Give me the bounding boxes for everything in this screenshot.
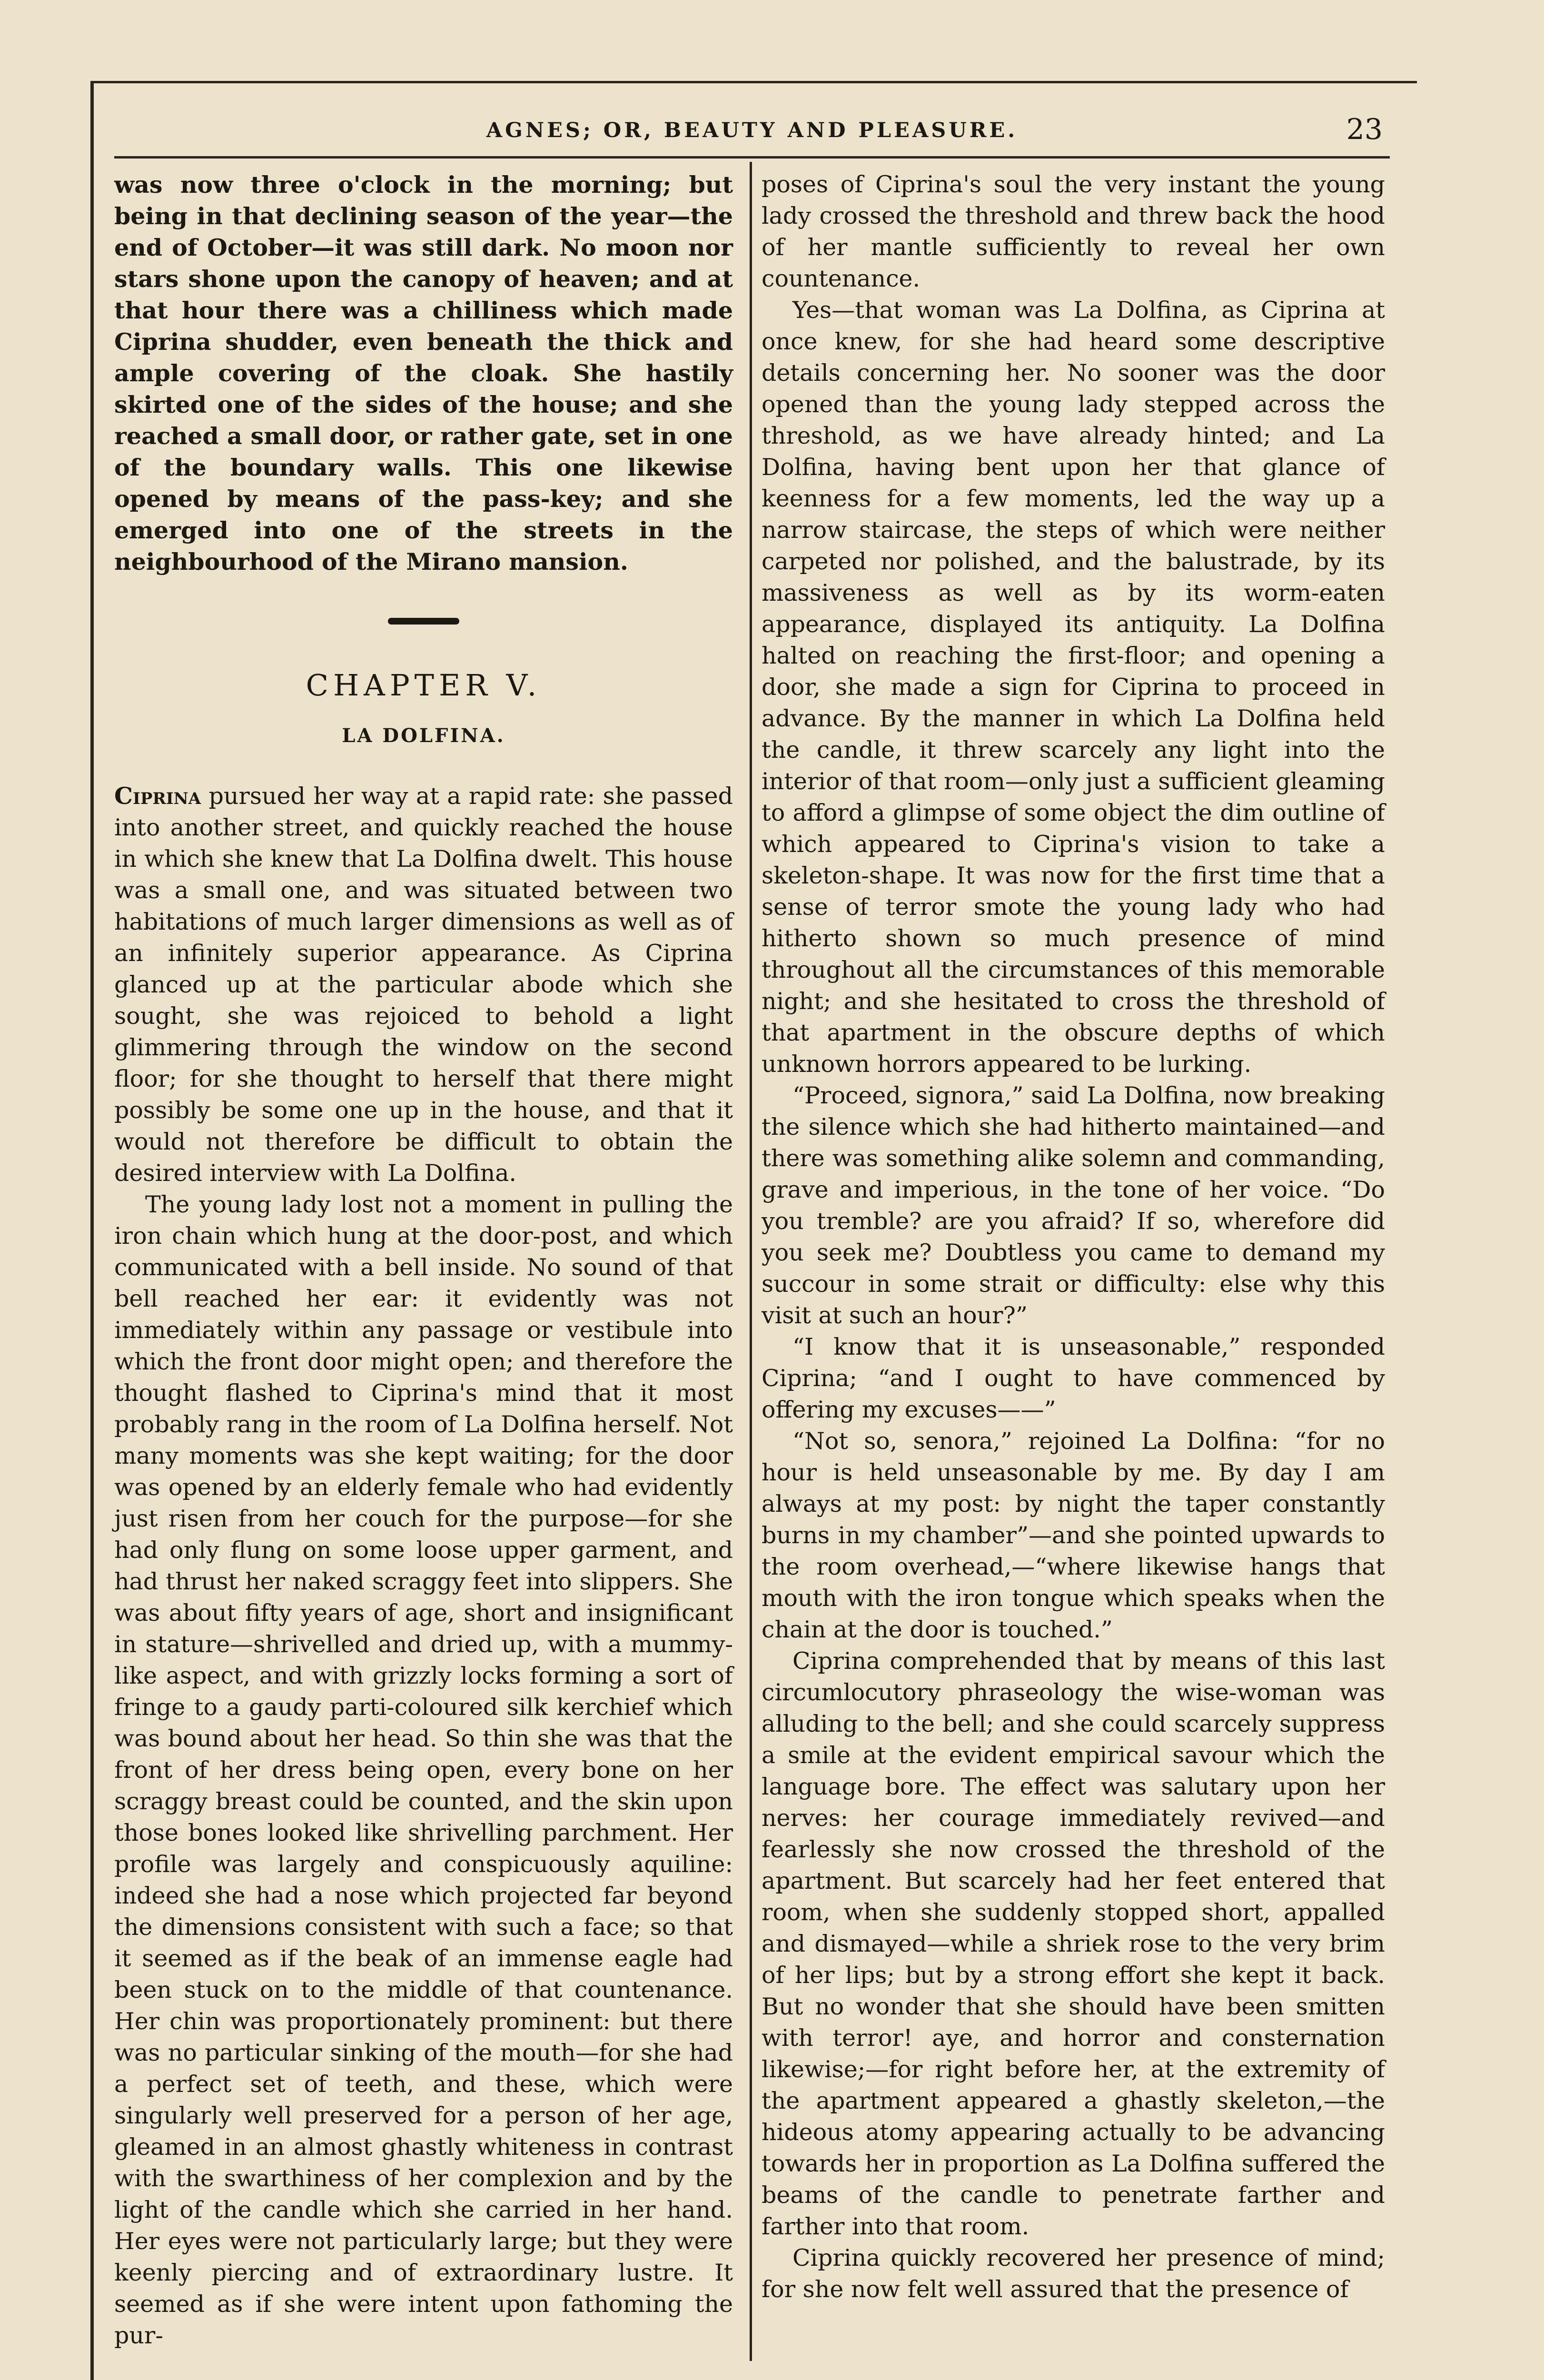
body-paragraph: “I know that it is unseasonable,” responded Ciprina; “and I ought to have commenced by offering my excuses——” xyxy=(762,1333,1385,1423)
body-paragraph: “Not so, senora,” rejoined La Dolfina: “for no hour is held unseasonable by me. By day I am always at my post: by night the taper constantly burns in my chamber”—and she pointed upwards to the room overhead,—“where likewise hangs that mouth with the iron tongue which speaks when the chain at the door is touched.” xyxy=(762,1428,1385,1643)
chapter-opening-paragraph xyxy=(114,780,733,1189)
body-paragraph: poses of Ciprina's soul the very instant the young lady crossed the threshold and threw back the hood of her mantle sufficiently to reveal her own countenance. xyxy=(762,171,1385,292)
continued-paragraph: was now three o'clock in the morning; but being in that declining season of the year—the end of October—it was still dark. No moon nor stars shone upon the canopy of heaven; and at that hour there was a chilliness which made Ciprina shudder, even beneath the thick and ample covering of the cloak. She hastily skirted one of the sides of the house; and she reached a small door, or rather gate, set in one of the boundary walls. This one likewise opened by means of the pass-key; and she emerged into one of the streets in the neighbourhood of the Mirano mansion. xyxy=(114,171,733,575)
running-header xyxy=(114,102,1390,150)
body-paragraph: “Proceed, signora,” said La Dolfina, now breaking the silence which she had hitherto maintained—and there was something alike solemn and commanding, grave and imperious, in the tone of her voice. “Do you tremble? are you afraid? If so, wherefore did you seek me? Doubtless you came to demand my succour in some strait or difficulty: else why this visit at such an hour?” xyxy=(762,1082,1385,1329)
section-divider-ornament xyxy=(388,618,459,625)
running-title: AGNES; OR, BEAUTY AND PLEASURE. xyxy=(486,119,1018,142)
column-divider xyxy=(750,162,752,2361)
page-number: 23 xyxy=(1346,113,1383,146)
body-paragraph: The young lady lost not a moment in pulling the iron chain which hung at the door-post, and which communicated with a bell inside. No sound of that bell reached her ear: it evidently was not immediately within any passage or vestibule into which the front door might open; and therefore the thought flashed to Ciprina's mind that it most probably rang in the room of La Dolfina herself. Not many moments was she kept waiting; for the door was opened by an elderly female who had evidently just risen from her couch for the purpose—for she had only flung on some loose upper garment, and had thrust her naked scraggy feet into slippers. She was about fifty years of age, short and insignificant in stature—shrivelled and dried up, with a mummy-like aspect, and with grizzly locks forming a sort of fringe to a gaudy parti-coloured silk kerchief which was bound about her head. So thin she was that the front of her dress being open, every bone on her scraggy breast could be counted, and the skin upon those bones looked like shrivelling parchment. Her profile was largely and conspicuously aquiline: indeed she had a nose which projected far beyond the dimensions consistent with such a face; so that it seemed as if the beak of an immense eagle had been stuck on to the middle of that countenance. Her chin was proportionately prominent: but there was no particular sinking of the mouth—for she had a perfect set of teeth, and these, which were singularly well preserved for a person of her age, gleamed in an almost ghastly whiteness in contrast with the swarthiness of her complexion and by the light of the candle which she carried in her hand. Her eyes were not particularly large; but they were keenly piercing and of extraordinary lustre. It seemed as if she were intent upon fathoming the pur- xyxy=(114,1191,733,2349)
chapter-opening-text: pursued her way at a rapid rate: she passed into another street, and quickly reached the house in which she knew that La Dolfina dwelt. This house was a small one, and was situated between two habitations of much larger dimensions as well as of an infinitely superior appearance. As Ciprina glanced up at the particular abode which she sought, she was rejoiced to behold a light glimmering through the window on the second floor; for she thought to herself that there might possibly be some one up in the house, and that it would not therefore be difficult to obtain the desired interview with La Dolfina. xyxy=(114,783,733,1187)
body-paragraph: Ciprina comprehended that by means of this last circumlocutory phraseology the wise-woman was alluding to the bell; and she could scarcely suppress a smile at the evident empirical savour which the language bore. The effect was salutary upon her nerves: her courage immediately revived—and fearlessly she now crossed the threshold of the apartment. But scarcely had her feet entered that room, when she suddenly stopped short, appalled and dismayed—while a shriek rose to the very brim of her lips; but by a strong effort she kept it back. But no wonder that she should have been smitten with terror! aye, and horror and consternation likewise;—for right before her, at the extremity of the apartment appeared a ghastly skeleton,—the hideous atomy appearing actually to be advancing towards her in proportion as La Dolfina suffered the beams of the candle to penetrate farther and farther into that room. xyxy=(762,1647,1385,2240)
right-column xyxy=(762,169,1385,2305)
body-paragraph: Ciprina quickly recovered her presence of mind; for she now felt well assured that the presence of xyxy=(762,2244,1385,2303)
left-column xyxy=(114,169,733,2351)
chapter-heading: CHAPTER V. xyxy=(306,668,542,703)
header-rule xyxy=(114,156,1390,159)
chapter-subtitle: LA DOLFINA. xyxy=(342,724,505,747)
chapter-opening-word: Ciprina xyxy=(114,782,201,810)
body-paragraph: Yes—that woman was La Dolfina, as Ciprina at once knew, for she had heard some descriptive details concerning her. No sooner was the door opened than the young lady stepped across the threshold, as we have already hinted; and La Dolfina, having bent upon her that glance of keenness for a few moments, led the way up a narrow staircase, the steps of which were neither carpeted nor polished, and the balustrade, by its massiveness as well as by its worm-eaten appearance, displayed its antiquity. La Dolfina halted on reaching the first-floor; and opening a door, she made a sign for Ciprina to proceed in advance. By the manner in which La Dolfina held the candle, it threw scarcely any light into the interior of that room—only just a sufficient gleaming to afford a glimpse of some object the dim outline of which appeared to Ciprina's vision to take a skeleton-shape. It was now for the first time that a sense of terror smote the young lady who had hitherto shown so much presence of mind throughout all the circumstances of this memorable night; and she hesitated to cross the threshold of that apartment in the obscure depths of which unknown horrors appeared to be lurking. xyxy=(762,297,1385,1078)
